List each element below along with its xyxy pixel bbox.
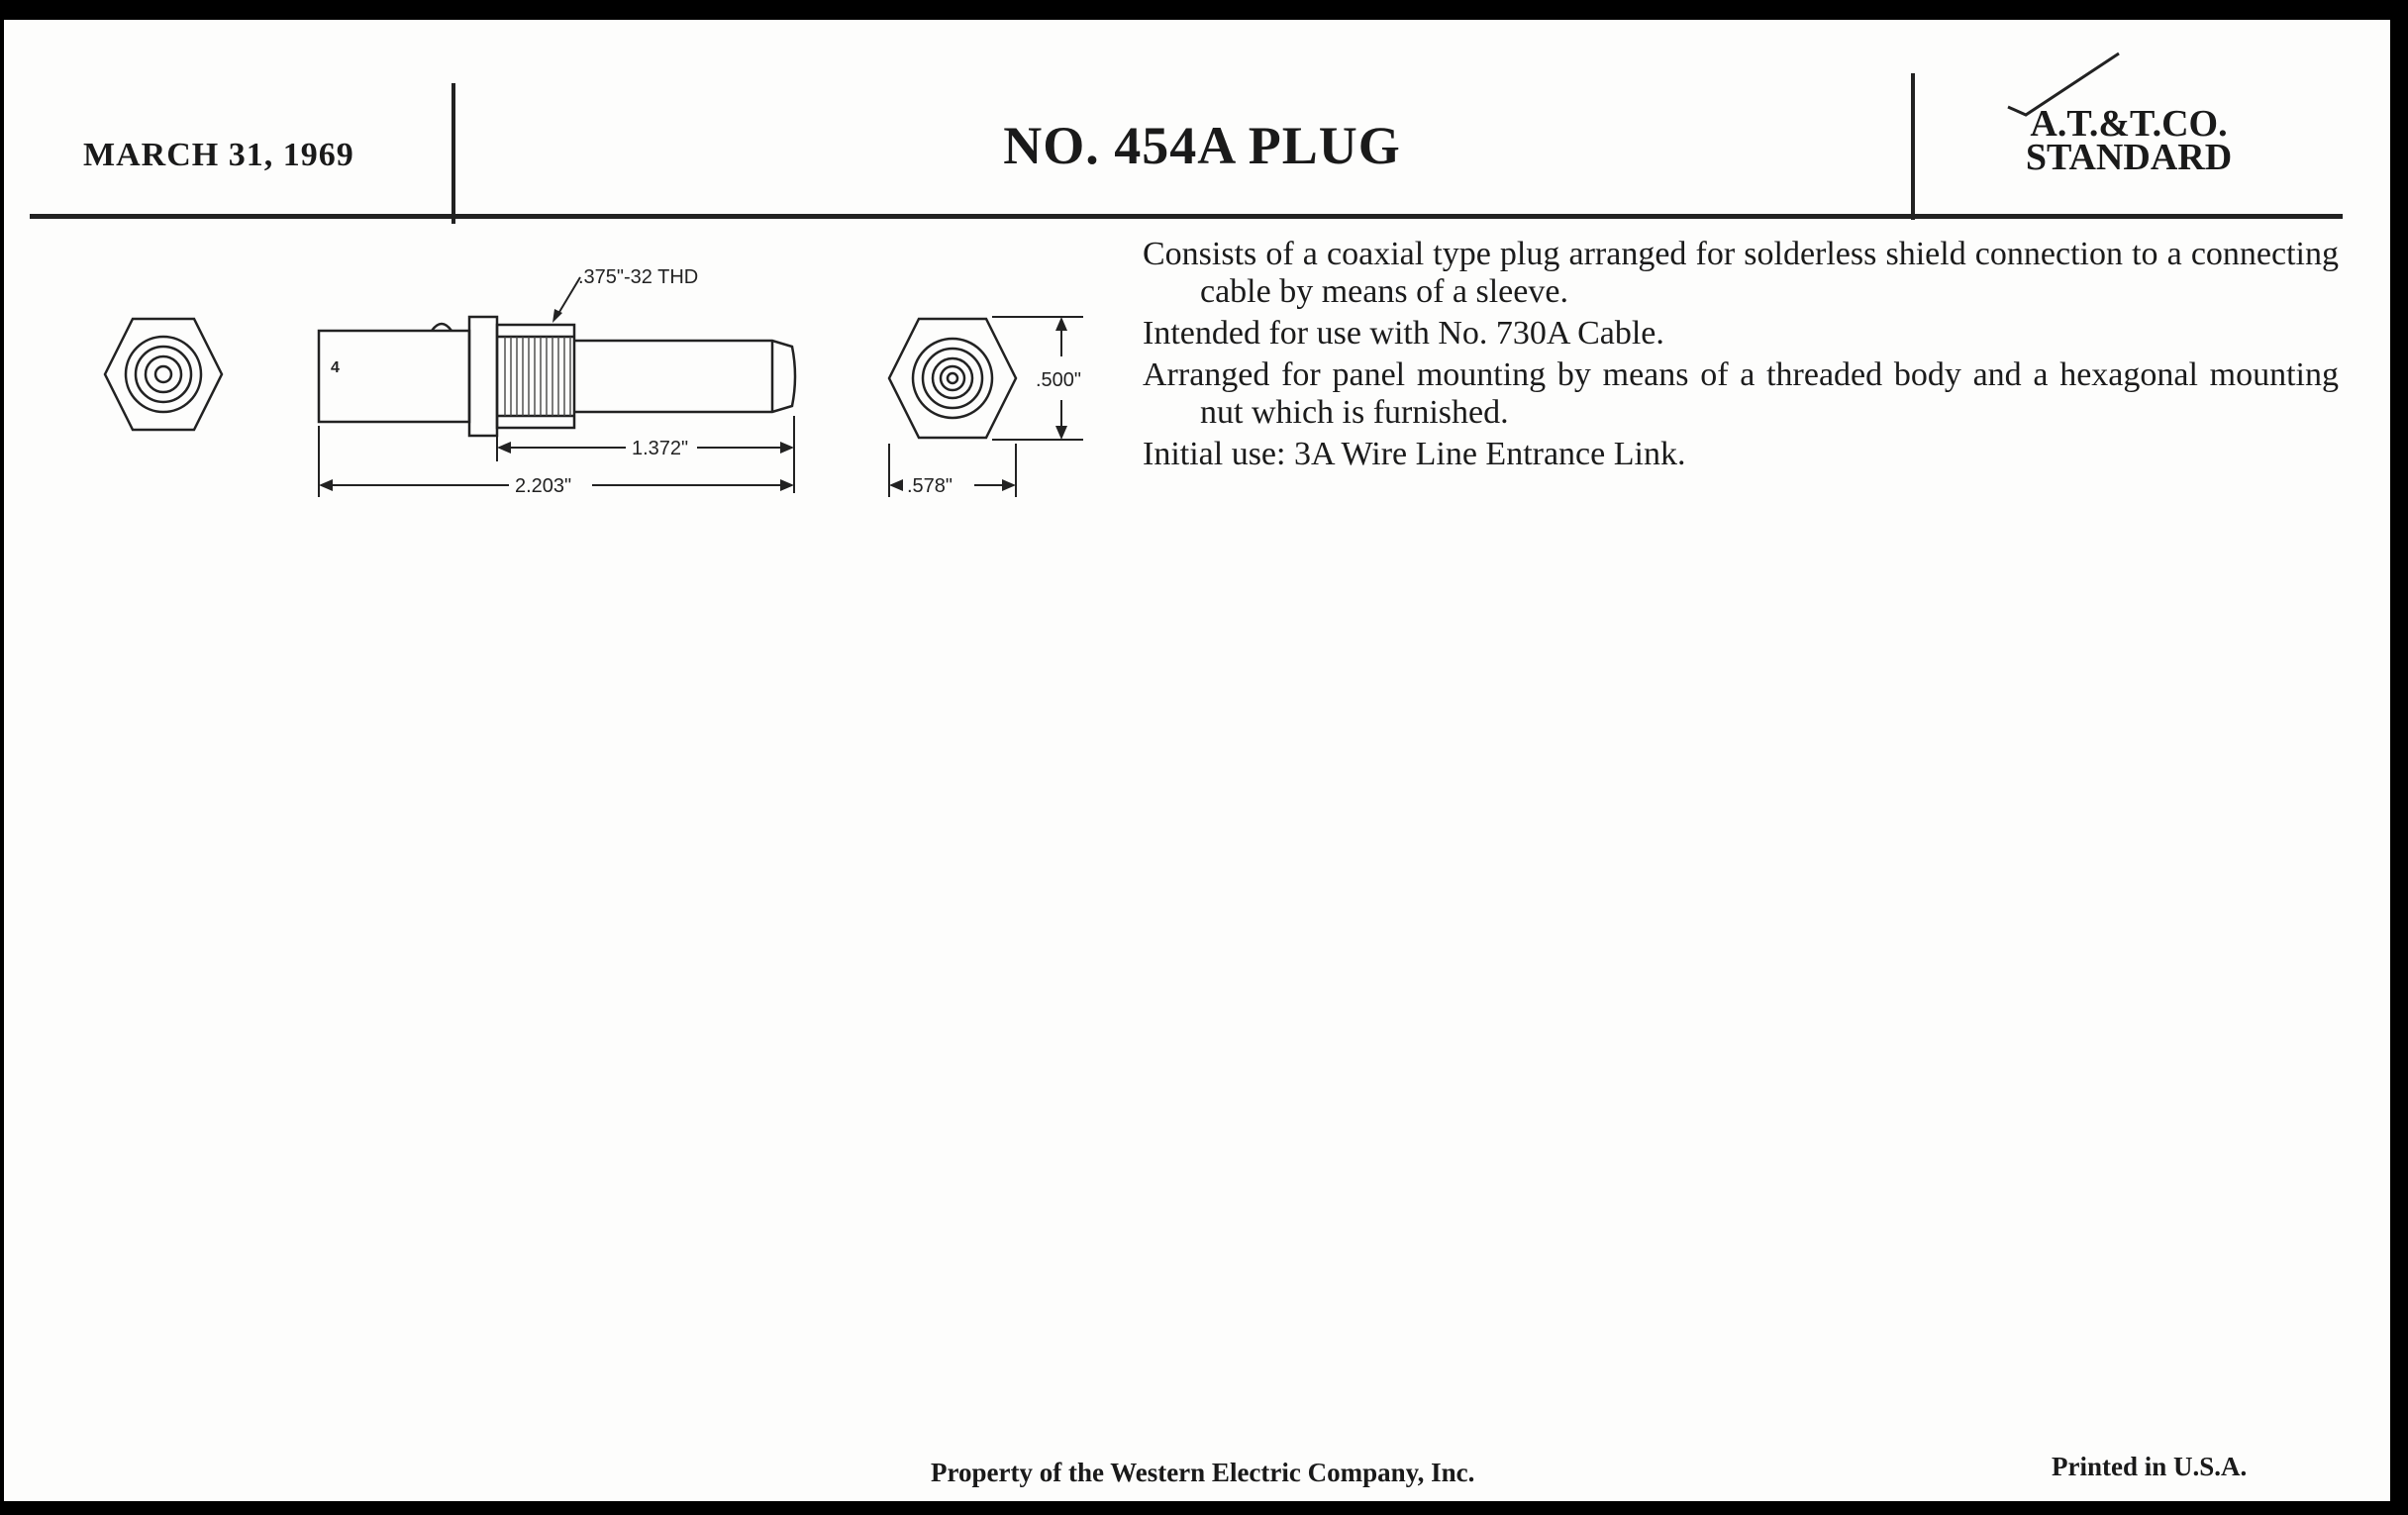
standard-company: A.T.&T.CO.	[2030, 103, 2228, 145]
page-title: NO. 454A PLUG	[1003, 116, 1401, 175]
checkmark-icon	[2000, 50, 2139, 119]
height-dim: .500"	[1036, 369, 1082, 391]
description-paragraph: Intended for use with No. 730A Cable.	[1143, 315, 1664, 352]
description-paragraph: Initial use: 3A Wire Line Entrance Link.	[1143, 436, 1686, 472]
plug-drawing	[83, 238, 1113, 515]
width-dim: .578"	[907, 475, 953, 497]
mounting-nut-icon	[889, 319, 1016, 438]
thread-lines	[505, 337, 570, 416]
standard-label: STANDARD	[2025, 137, 2233, 178]
end-view-icon	[105, 319, 222, 430]
side-view-body	[319, 317, 795, 436]
property-notice: Property of the Western Electric Company, Inc.	[931, 1458, 1475, 1487]
standard-card	[4, 20, 2390, 1501]
end-mark: 4	[331, 359, 340, 376]
description-paragraph: Arranged for panel mounting by means of a threaded body and a hexagonal mounting nut which is furnished.	[1143, 356, 2339, 431]
thread-label: .375"-32 THD	[578, 266, 699, 288]
issue-date: MARCH 31, 1969	[83, 137, 354, 173]
description-paragraph: Consists of a coaxial type plug arranged for solderless shield connection to a connecting cable by means of a sleeve.	[1143, 236, 2339, 310]
thread-length-dim: 1.372"	[632, 438, 689, 459]
header-rule	[30, 214, 2343, 219]
printed-notice: Printed in U.S.A.	[2052, 1452, 2248, 1481]
header-divider-right	[1911, 73, 1915, 220]
overall-length-dim: 2.203"	[515, 475, 572, 497]
description	[1143, 236, 2339, 477]
